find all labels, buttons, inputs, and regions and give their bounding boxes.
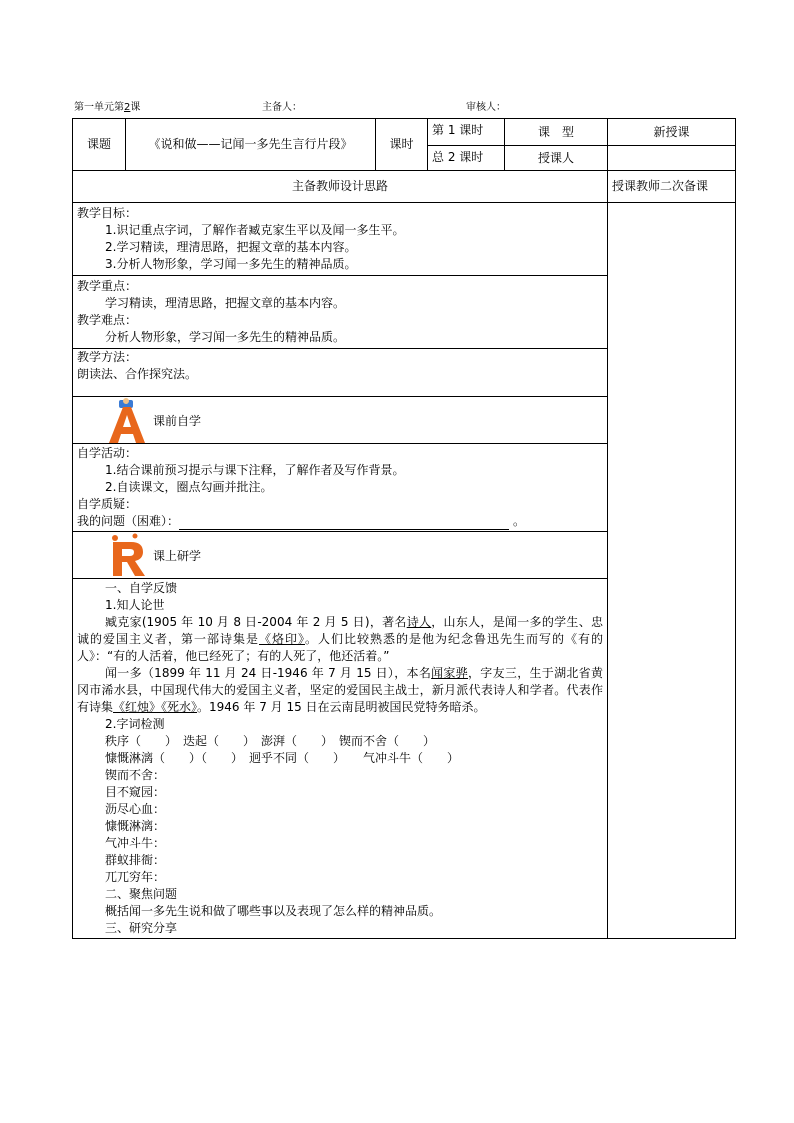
pre-study-cell: 自学活动： 1.结合课前预习提示与课下注释，了解作者及写作背景。 2.自读课文，圈点勾画并批注。 自学质疑： 我的问题（困难）： 。: [73, 444, 608, 532]
author-paragraph: 臧克家(1905 年 10 月 8 日-2004 年 2 月 5 日)，著名诗人，山东人，是闻一多的学生、忠诚的爱国主义者，第一部诗集是《烙印》。人们比较熟悉的是他为纪念鲁迅先生而写的《有的人》：“有的人活着，他已经死了；有的人死了，他还活着。”: [77, 615, 603, 663]
letter-a-icon: [103, 397, 151, 445]
topic-value: 《说和做——记闻一多先生言行片段》: [126, 119, 376, 171]
second-prep-column[interactable]: [608, 203, 736, 939]
method-cell: 教学方法： 朗读法、合作探究法。: [73, 349, 608, 397]
class-study-banner: [73, 532, 607, 579]
period-a: 第 1 课时: [428, 119, 505, 146]
type-value: 新授课: [608, 119, 736, 146]
letter-r-icon: [105, 532, 153, 578]
second-header: 授课教师二次备课: [608, 171, 736, 203]
focus-cell: 教学重点： 学习精读，理清思路，把握文章的基本内容。 教学难点： 分析人物形象，学习闻一多先生的精神品质。: [73, 276, 608, 349]
pre-study-banner: [73, 397, 608, 444]
class-study-title: 课上研学: [153, 549, 202, 563]
lesson-number: 2: [124, 102, 131, 113]
wen-yiduo-paragraph: 闻一多（1899 年 11 月 24 日-1946 年 7 月 15 日），本名闻家骅，字友三，生于湖北省黄冈市浠水县，中国现代伟大的爱国主义者，坚定的爱国民主战士，新月派代表诗人和学者。代表作有诗集《红烛》《死水》。1946 年 7 月 15 日在云南昆明被国民党特务暗杀。: [77, 666, 603, 714]
teacher-label: 授课人: [505, 146, 608, 171]
unit-lesson: 第一单元第2课: [74, 102, 141, 113]
period-b: 总 2 课时: [428, 146, 505, 171]
period-label: 课时: [376, 119, 428, 171]
class-study-cell: 课上研学 一、自学反馈 1.知人论世 臧克家(1905 年 10 月 8 日-2004 年 2 月 5 日)，著名诗人，山东人，是闻一多的学生、忠诚的爱国主义者，第一部诗集是《烙印》。人们比较熟悉的是他为纪念鲁迅先生而写的《有的人》：“有的人活着，他已经死了；有的人死了，他还活着。” 闻一多（1899 年 11 月 24 日-1946 年 7 月 15 日），本名闻家骅，字友三，生于湖北省黄冈市浠水县，中国现代伟大的爱国主义者，坚定的爱国民主战士，新月派代表诗人和学者。代表作有诗集《红烛》《死水》。1946 年 7 月 15 日在云南昆明被国民党特务暗杀。 2.字词检测 秩序（ ） 迭起（ ） 澎湃（ ） 锲而不舍（ ） 慷慨淋漓（ ）（ ） 迥乎不同（ ） 气冲斗牛（ ） 锲而不舍： 目不窥园： 沥尽心血： 慷慨淋漓： 气冲斗牛： 群蚁排衙： 兀兀穷年： 二、聚焦问题 概括闻一多先生说和做了哪些事以及表现了怎么样的精神品质。 三、研究分享: [73, 532, 608, 939]
teacher-value: [608, 146, 736, 171]
design-header: 主备教师设计思路: [73, 171, 608, 203]
type-label: 课 型: [505, 119, 608, 146]
goals-cell: 教学目标： 1.识记重点字词，了解作者臧克家生平以及闻一多生平。 2.学习精读，理清思路，把握文章的基本内容。 3.分析人物形象，学习闻一多先生的精神品质。: [73, 203, 608, 276]
preparer-label: 主备人：: [262, 102, 302, 113]
reviewer-label: 审核人：: [466, 102, 506, 113]
my-question-line: 我的问题（困难）： 。: [77, 514, 526, 528]
word-test-line-1: 秩序（ ） 迭起（ ） 澎湃（ ） 锲而不舍（ ）: [105, 734, 436, 748]
lesson-plan-table: [72, 118, 736, 939]
word-test-line-2: 慷慨淋漓（ ）（ ） 迥乎不同（ ） 气冲斗牛（ ）: [105, 751, 460, 765]
topic-label: 课题: [73, 119, 126, 171]
answer-blank[interactable]: [179, 517, 509, 530]
pre-study-title: 课前自学: [153, 414, 202, 428]
